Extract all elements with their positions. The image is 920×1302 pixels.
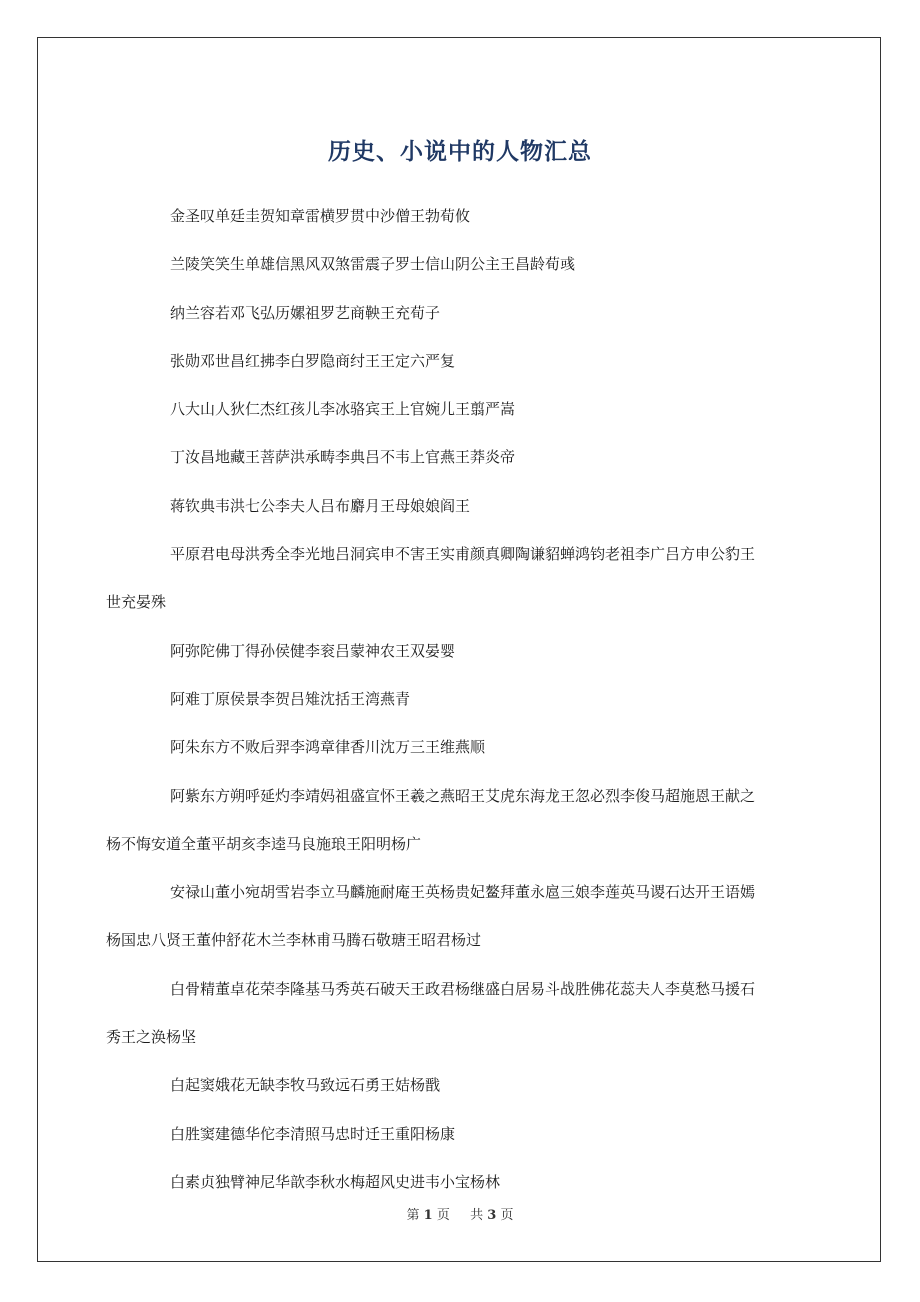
paragraph	[138, 1158, 782, 1206]
page-total-suffix: 页	[500, 1208, 514, 1223]
paragraph-line: 金圣叹单廷圭贺知章雷横罗贯中沙僧王勃荀攸	[170, 207, 471, 225]
paragraph	[138, 675, 782, 723]
page-number-prefix: 第	[406, 1208, 420, 1223]
paragraph-line: 阿弥陀佛丁得孙侯健李衮吕蒙神农王双晏婴	[170, 641, 456, 660]
paragraph	[138, 192, 782, 240]
paragraph-line: 蒋钦典韦洪七公李夫人吕布麝月王母娘娘阎王	[170, 496, 471, 515]
paragraph-line: 平原君电母洪秀全李光地吕洞宾申不害王实甫颜真卿陶谦貂蝉鸿钧老祖李广吕方申公豹王	[170, 545, 756, 564]
paragraph-line: 安禄山董小宛胡雪岩李立马麟施耐庵王英杨贵妃鳌拜董永扈三娘李莲英马谡石达开王语嫣	[170, 883, 756, 902]
paragraph	[106, 965, 782, 1062]
paragraph	[138, 627, 782, 675]
page-total-number: 3	[487, 1208, 497, 1223]
paragraph	[138, 289, 782, 337]
paragraph-line: 白骨精董卓花荣李隆基马秀英石破天王政君杨继盛白居易斗战胜佛花蕊夫人李莫愁马援石	[170, 979, 756, 998]
paragraph-line: 兰陵笑笑生单雄信黑风双煞雷震子罗士信山阴公主王昌龄荀彧	[170, 255, 576, 274]
paragraph-line: 阿紫东方朔呼延灼李靖妈祖盛宣怀王羲之燕昭王艾虎东海龙王忽必烈李俊马超施恩王献之	[170, 786, 756, 805]
paragraph	[138, 433, 782, 481]
paragraph	[106, 530, 782, 627]
paragraph-line: 白素贞独臂神尼华歆李秋水梅超风史进韦小宝杨林	[170, 1172, 501, 1191]
paragraph-continuation-line: 世充晏殊	[106, 593, 167, 612]
paragraph	[138, 482, 782, 530]
page-total-prefix: 共	[470, 1208, 484, 1223]
paragraph	[138, 1061, 782, 1109]
page-number-suffix: 页	[436, 1208, 450, 1223]
page-footer	[0, 1206, 920, 1226]
document-body	[106, 192, 782, 1206]
paragraph	[138, 1110, 782, 1158]
paragraph	[138, 337, 782, 385]
page-current-number: 1	[423, 1208, 433, 1223]
paragraph-continuation-line: 杨国忠八贤王董仲舒花木兰李林甫马腾石敬瑭王昭君杨过	[106, 931, 482, 950]
paragraph-line: 白胜窦建德华佗李清照马忠时迁王重阳杨康	[170, 1124, 456, 1143]
paragraph-continuation-line: 杨不悔安道全董平胡亥李逵马良施琅王阳明杨广	[106, 834, 422, 853]
paragraph-line: 阿朱东方不败后羿李鸿章律香川沈万三王维燕顺	[170, 738, 486, 757]
paragraph	[138, 240, 782, 288]
paragraph	[106, 868, 782, 965]
paragraph	[138, 723, 782, 771]
paragraph-line: 张勋邓世昌红拂李白罗隐商纣王王定六严复	[170, 351, 456, 370]
paragraph-line: 纳兰容若邓飞弘历嫘祖罗艺商鞅王充荀子	[170, 303, 441, 322]
paragraph-line: 八大山人狄仁杰红孩儿李冰骆宾王上官婉儿王翦严嵩	[170, 400, 516, 419]
paragraph-line: 白起窦娥花无缺李牧马致远石勇王姞杨戬	[170, 1076, 441, 1095]
paragraph	[106, 772, 782, 869]
paragraph-continuation-line: 秀王之涣杨坚	[106, 1028, 197, 1047]
paragraph-line: 阿难丁原侯景李贺吕雉沈括王湾燕青	[170, 689, 411, 708]
document-title: 历史、小说中的人物汇总	[328, 139, 592, 166]
paragraph-line: 丁汝昌地藏王菩萨洪承畴李典吕不韦上官燕王莽炎帝	[170, 448, 516, 467]
paragraph	[138, 385, 782, 433]
